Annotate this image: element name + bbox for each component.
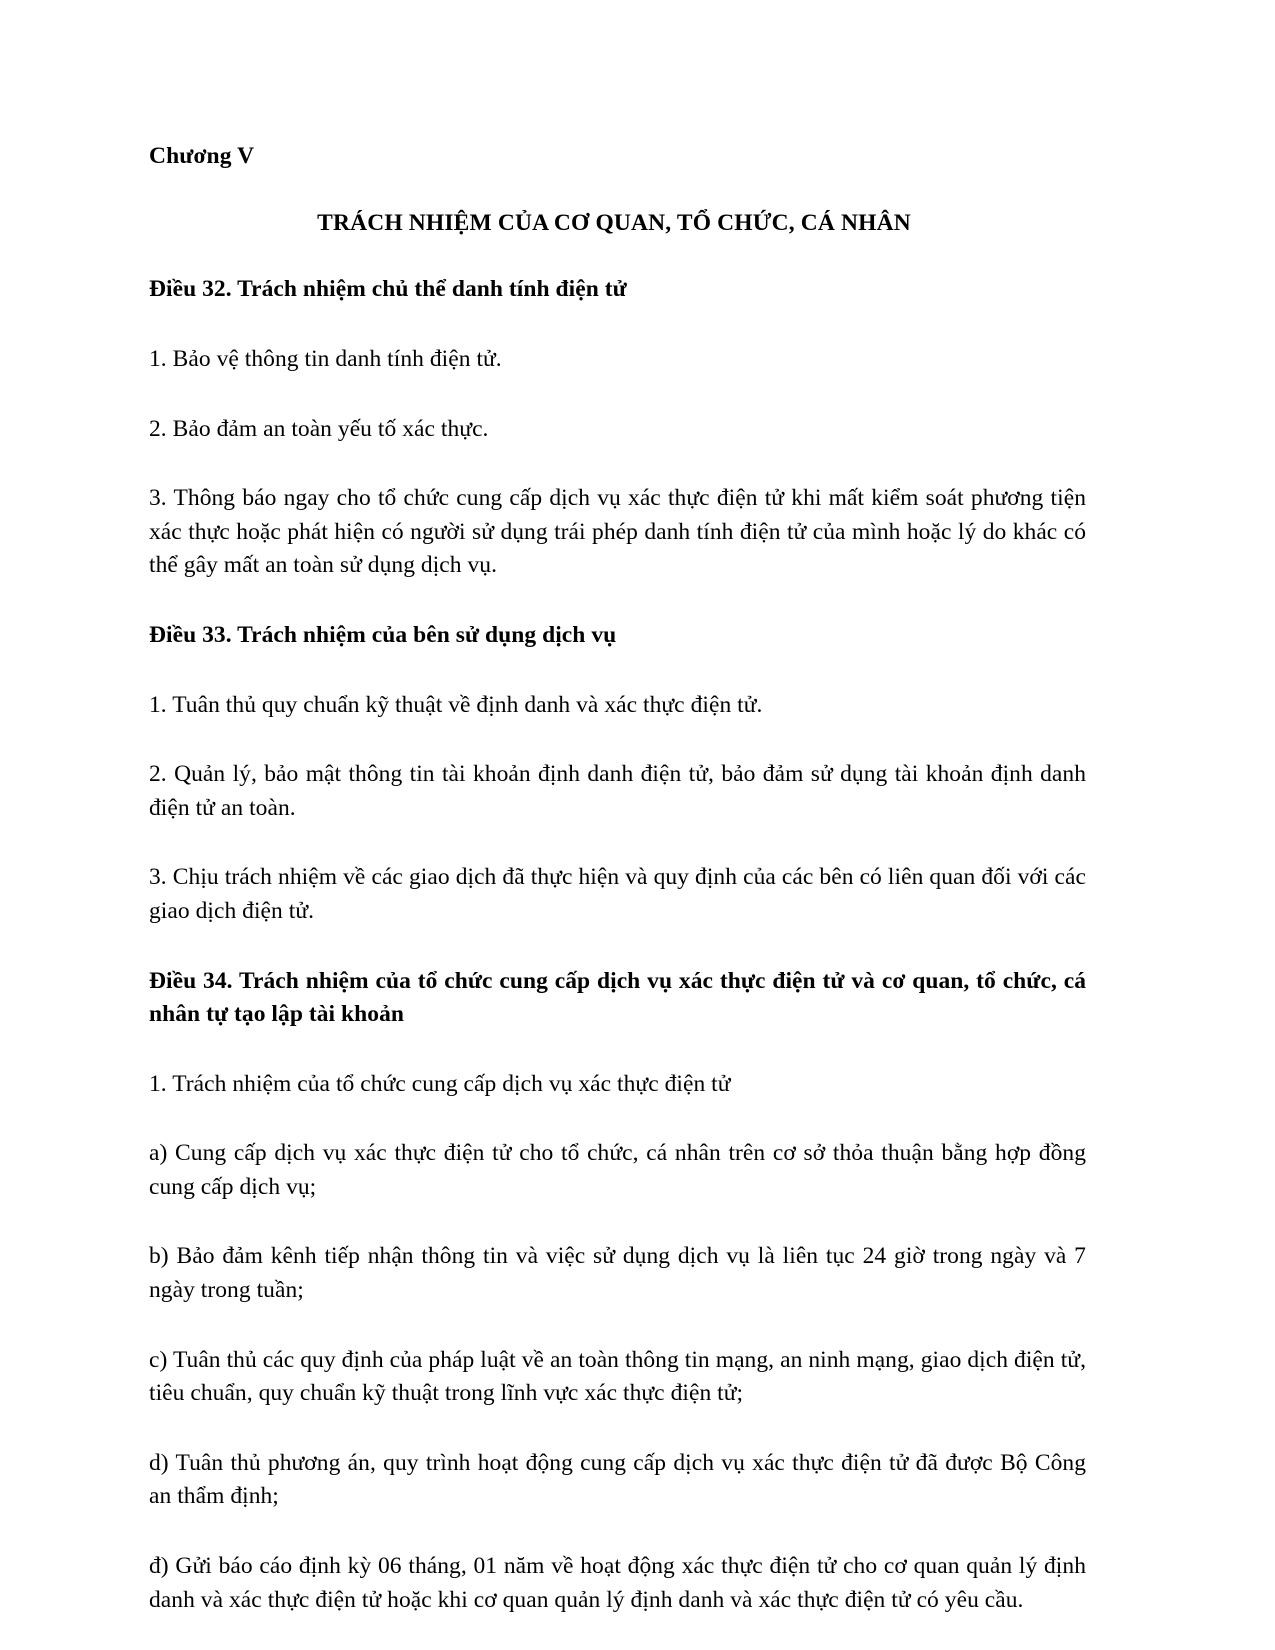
paragraph-dieu-33-khoan-2: 2. Quản lý, bảo mật thông tin tài khoản định danh điện tử, bảo đảm sử dụng tài khoản định danh điện tử an toàn. — [149, 761, 1086, 821]
paragraph-dieu-34-diem-b: b) Bảo đảm kênh tiếp nhận thông tin và việc sử dụng dịch vụ là liên tục 24 giờ trong ngày và 7 ngày trong tuần; — [149, 1243, 1086, 1304]
article-heading-dieu-32: Điều 32. Trách nhiệm chủ thể danh tính điện tử — [149, 276, 627, 303]
paragraph-dieu-33-khoan-1: 1. Tuân thủ quy chuẩn kỹ thuật về định danh và xác thực điện tử. — [149, 691, 763, 718]
paragraph-dieu-34-diem-a: a) Cung cấp dịch vụ xác thực điện tử cho tổ chức, cá nhân trên cơ sở thỏa thuận bằng hợp đồng cung cấp dịch vụ; — [149, 1140, 1086, 1200]
chapter-label: Chương V — [149, 143, 255, 169]
paragraph-dieu-33-khoan-3: 3. Chịu trách nhiệm về các giao dịch đã thực hiện và quy định của các bên có liên quan đối với các giao dịch điện tử. — [149, 864, 1086, 924]
paragraph-dieu-34-diem-dd: đ) Gửi báo cáo định kỳ 06 tháng, 01 năm về hoạt động xác thực điện tử cho cơ quan quản lý định danh và xác thực điện tử hoặc khi cơ quan quản lý định danh và xác thực điện tử có yêu cầu. — [149, 1553, 1086, 1613]
paragraph-dieu-34-diem-d: d) Tuân thủ phương án, quy trình hoạt động cung cấp dịch vụ xác thực điện tử đã được Bộ Công an thẩm định; — [149, 1449, 1086, 1510]
paragraph-dieu-34-diem-c: c) Tuân thủ các quy định của pháp luật về an toàn thông tin mạng, an ninh mạng, giao dịch điện tử, tiêu chuẩn, quy chuẩn kỹ thuật trong lĩnh vực xác thực điện tử; — [149, 1346, 1086, 1407]
document-body — [142, 142, 1086, 1617]
paragraph-dieu-32-khoan-2: 2. Bảo đảm an toàn yếu tố xác thực. — [149, 415, 489, 442]
paragraph-dieu-32-khoan-3: 3. Thông báo ngay cho tổ chức cung cấp dịch vụ xác thực điện tử khi mất kiểm soát phương tiện xác thực hoặc phát hiện có người sử dụng trái phép danh tính điện tử của mình hoặc lý do khác có thể gây mất an toàn sử dụng dịch vụ. — [149, 485, 1086, 579]
article-heading-dieu-33: Điều 33. Trách nhiệm của bên sử dụng dịch vụ — [149, 621, 617, 648]
article-heading-dieu-34: Điều 34. Trách nhiệm của tổ chức cung cấp dịch vụ xác thực điện tử và cơ quan, tổ chức, cá nhân tự tạo lập tài khoản — [149, 967, 1086, 1028]
chapter-title: TRÁCH NHIỆM CỦA CƠ QUAN, TỔ CHỨC, CÁ NHÂN — [317, 210, 911, 237]
paragraph-dieu-32-khoan-1: 1. Bảo vệ thông tin danh tính điện tử. — [149, 345, 502, 372]
paragraph-dieu-34-khoan-1: 1. Trách nhiệm của tổ chức cung cấp dịch vụ xác thực điện tử — [149, 1070, 731, 1097]
